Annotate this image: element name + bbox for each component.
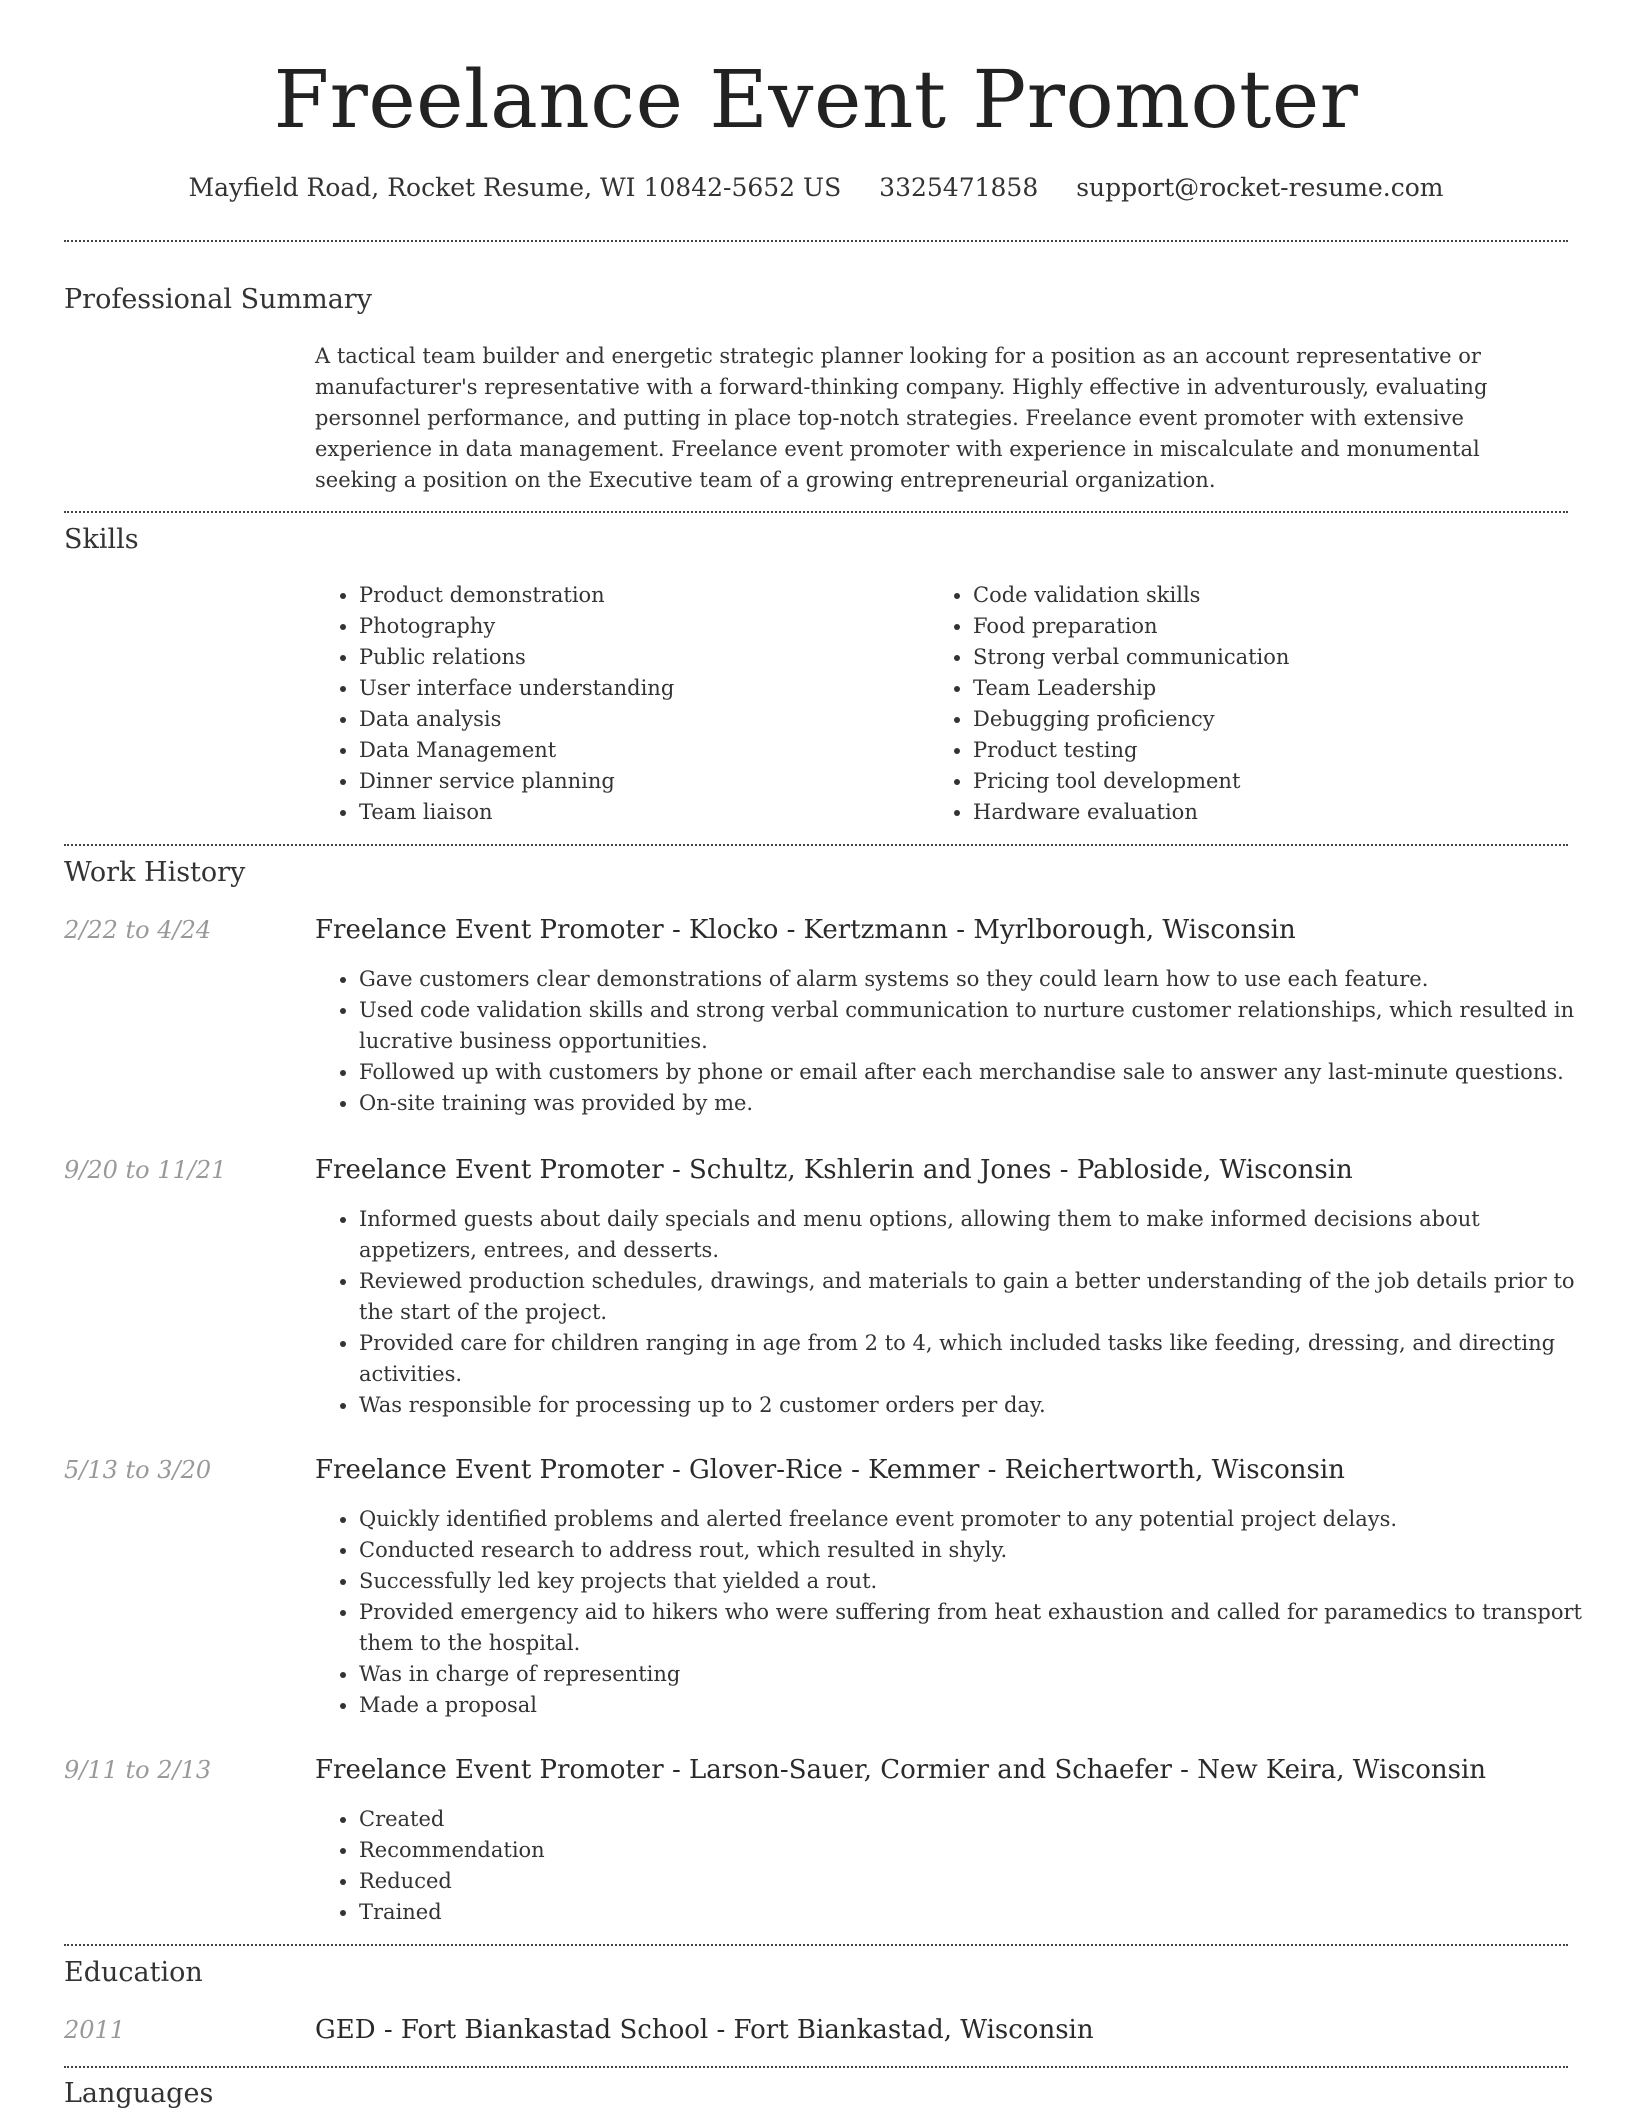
skills-list-left	[315, 580, 919, 828]
contact-email: support@rocket-resume.com	[1076, 173, 1444, 202]
job-title: Freelance Event Promoter - Schultz, Kshlerin and Jones - Pabloside, Wisconsin	[315, 1155, 1353, 1185]
job-bullet: • Conducted research to address rout, which resulted in shyly.	[359, 1535, 1599, 1566]
job-bullet: • Was responsible for processing up to 2 customer orders per day.	[359, 1390, 1599, 1421]
job-bullets	[315, 1804, 1599, 1928]
skill-item: • Product testing	[973, 735, 1573, 766]
job-bullet: • Reviewed production schedules, drawings, and materials to gain a better understanding of the job details prior to the start of the project.	[359, 1266, 1599, 1328]
job-title: Freelance Event Promoter - Klocko - Kertzmann - Myrlborough, Wisconsin	[315, 915, 1296, 945]
skill-item: • Team liaison	[359, 797, 919, 828]
job-bullets	[315, 1504, 1599, 1721]
candidate-name: Freelance Event Promoter	[273, 53, 1359, 146]
education-degree: GED - Fort Biankastad School - Fort Biankastad, Wisconsin	[315, 2015, 1094, 2045]
contact-line	[0, 168, 1632, 208]
divider	[64, 1944, 1568, 1946]
education-year: 2011	[64, 2016, 126, 2044]
job-title: Freelance Event Promoter - Glover-Rice - Kemmer - Reichertworth, Wisconsin	[315, 1455, 1345, 1485]
contact-phone: 3325471858	[879, 173, 1039, 202]
job-bullet: • Trained	[359, 1897, 1599, 1928]
job-bullet: • On-site training was provided by me.	[359, 1088, 1599, 1119]
skills-list-right	[929, 580, 1573, 828]
job-dates: 9/20 to 11/21	[64, 1156, 227, 1184]
job-bullet: • Reduced	[359, 1866, 1599, 1897]
divider	[64, 844, 1568, 846]
job-bullet: • Followed up with customers by phone or email after each merchandise sale to answer any last-minute questions.	[359, 1057, 1599, 1088]
job-title: Freelance Event Promoter - Larson-Sauer, Cormier and Schaefer - New Keira, Wisconsin	[315, 1755, 1487, 1785]
skill-item: • User interface understanding	[359, 673, 919, 704]
job-bullet: • Provided emergency aid to hikers who were suffering from heat exhaustion and called for paramedics to transport them to the hospital.	[359, 1597, 1599, 1659]
divider	[64, 240, 1568, 242]
skill-item: • Photography	[359, 611, 919, 642]
divider	[64, 511, 1568, 513]
job-bullets	[315, 964, 1599, 1119]
skill-item: • Food preparation	[973, 611, 1573, 642]
job-bullet: • Created	[359, 1804, 1599, 1835]
job-bullet: • Was in charge of representing	[359, 1659, 1599, 1690]
section-title-skills: Skills	[64, 524, 139, 555]
summary-text: A tactical team builder and energetic strategic planner looking for a position as an account representative or manufacturer's representative with a forward-thinking company. Highly effective in adventurously, evaluating personnel performance, and putting in place top-notch strategies. Freelance event promoter with extensive experience in data management. Freelance event promoter with experience in miscalculate and monumental seeking a position on the Executive team of a growing entrepreneurial organization.	[315, 344, 1488, 492]
skill-item: • Team Leadership	[973, 673, 1573, 704]
job-bullet: • Gave customers clear demonstrations of alarm systems so they could learn how to use each feature.	[359, 964, 1599, 995]
skill-item: • Data Management	[359, 735, 919, 766]
section-title-work: Work History	[64, 857, 246, 888]
job-bullet: • Recommendation	[359, 1835, 1599, 1866]
section-title-languages: Languages	[64, 2078, 214, 2109]
skill-item: • Code validation skills	[973, 580, 1573, 611]
skill-item: • Dinner service planning	[359, 766, 919, 797]
contact-address: Mayfield Road, Rocket Resume, WI 10842-5652 US	[188, 173, 842, 202]
job-bullet: • Used code validation skills and strong verbal communication to nurture customer relationships, which resulted in lucrative business opportunities.	[359, 995, 1599, 1057]
job-dates: 2/22 to 4/24	[64, 916, 212, 944]
skill-item: • Data analysis	[359, 704, 919, 735]
job-dates: 9/11 to 2/13	[64, 1756, 212, 1784]
skill-item: • Public relations	[359, 642, 919, 673]
divider	[64, 2066, 1568, 2068]
job-bullet: • Informed guests about daily specials and menu options, allowing them to make informed decisions about appetizers, entrees, and desserts.	[359, 1204, 1599, 1266]
skill-item: • Strong verbal communication	[973, 642, 1573, 673]
skill-item: • Hardware evaluation	[973, 797, 1573, 828]
job-bullets	[315, 1204, 1599, 1421]
section-title-education: Education	[64, 1957, 203, 1988]
section-title-summary: Professional Summary	[64, 284, 372, 315]
skill-item: • Debugging proficiency	[973, 704, 1573, 735]
skill-item: • Pricing tool development	[973, 766, 1573, 797]
skill-item: • Product demonstration	[359, 580, 919, 611]
job-bullet: • Successfully led key projects that yielded a rout.	[359, 1566, 1599, 1597]
job-dates: 5/13 to 3/20	[64, 1456, 212, 1484]
job-bullet: • Made a proposal	[359, 1690, 1599, 1721]
job-bullet: • Quickly identified problems and alerted freelance event promoter to any potential project delays.	[359, 1504, 1599, 1535]
job-bullet: • Provided care for children ranging in age from 2 to 4, which included tasks like feeding, dressing, and directing activities.	[359, 1328, 1599, 1390]
